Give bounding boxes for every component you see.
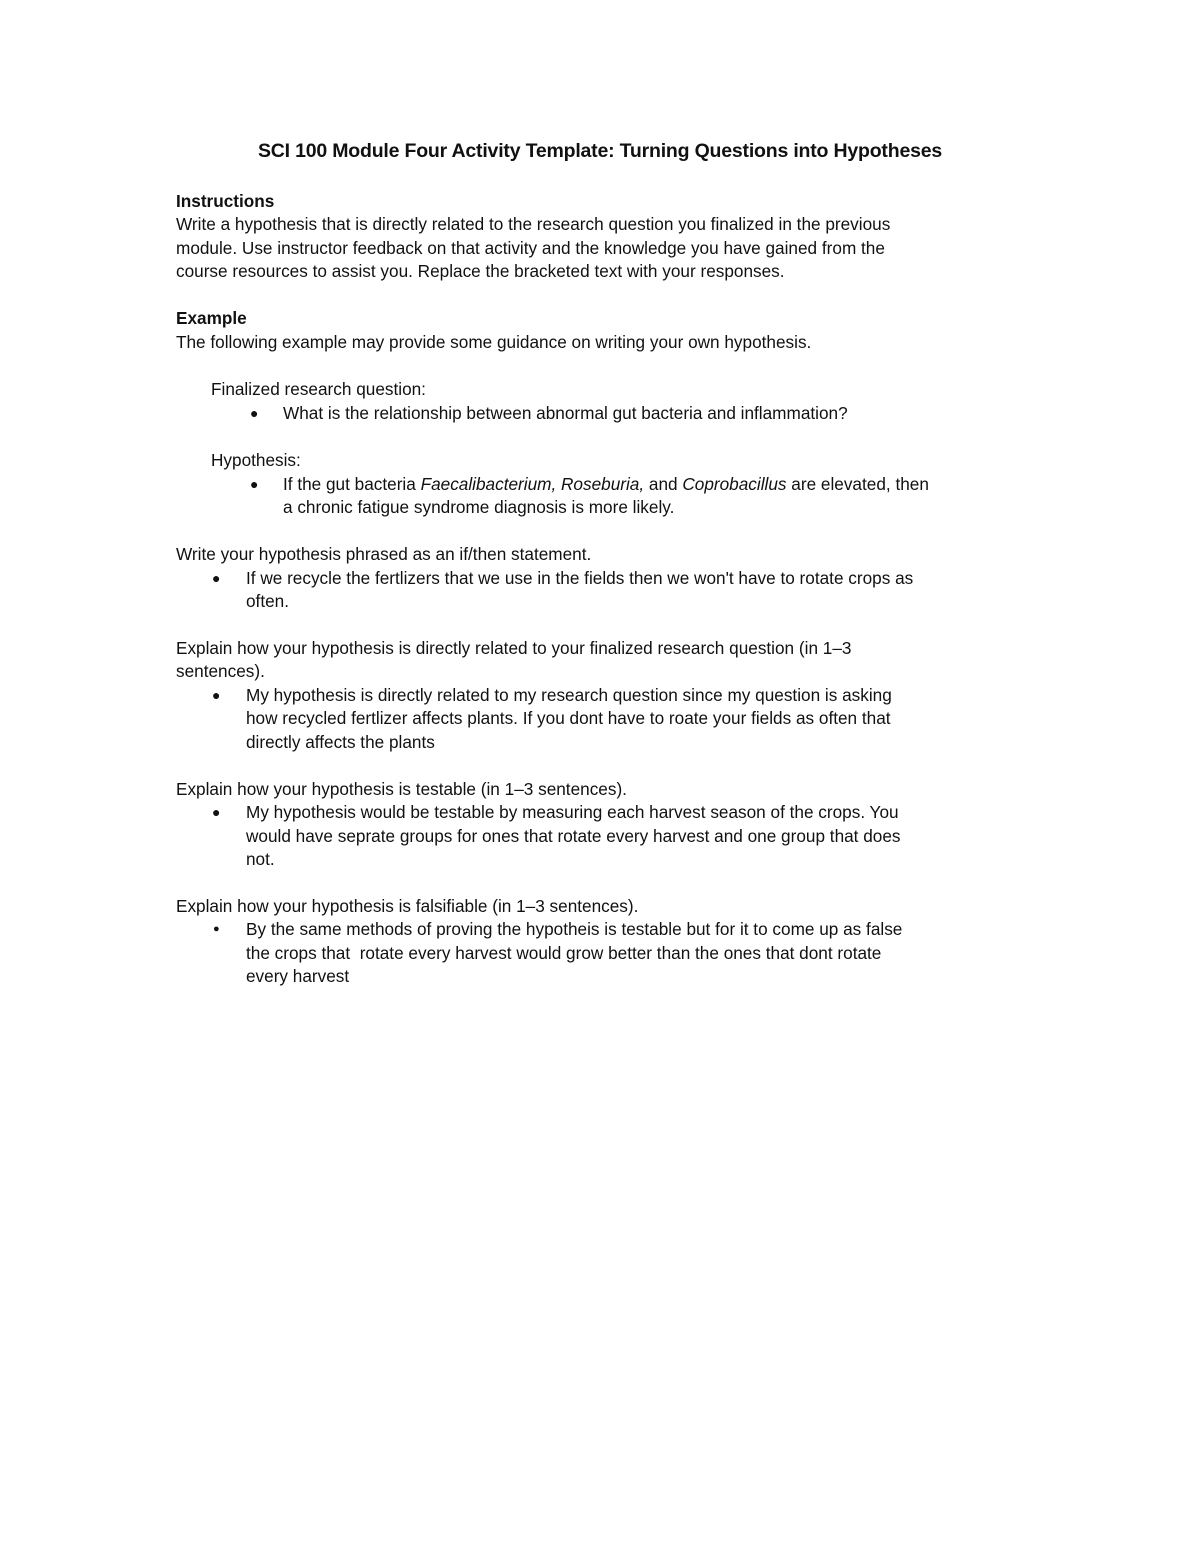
hypothesis-prefix: If the gut bacteria: [283, 474, 421, 494]
answer-related-line: how recycled fertlizer affects plants. If you dont have to roate your fields as often that: [246, 708, 891, 728]
document-title: SCI 100 Module Four Activity Template: Turning Questions into Hypotheses: [257, 140, 943, 162]
prompt-related: Explain how your hypothesis is directly related to your finalized research question (in 1–3: [176, 638, 852, 658]
answer-related-line: directly affects the plants: [246, 732, 435, 752]
bullet-icon: ●: [213, 923, 220, 935]
instructions-line: course resources to assist you. Replace the bracketed text with your responses.: [176, 261, 785, 281]
answer-ifthen-line: often.: [246, 591, 290, 611]
prompt-ifthen: Write your hypothesis phrased as an if/then statement.: [176, 544, 592, 564]
hypothesis-suffix: are elevated, then: [786, 474, 929, 494]
example-hypothesis-line2: a chronic fatigue syndrome diagnosis is more likely.: [283, 497, 675, 517]
bullet-icon: ●: [212, 570, 221, 586]
hypothesis-middle: and: [644, 474, 683, 494]
answer-ifthen-line: If we recycle the fertlizers that we use in the fields then we won't have to rotate crops as: [246, 568, 914, 588]
answer-falsifiable-line: the crops that rotate every harvest would grow better than the ones that dont rotate: [246, 943, 882, 963]
example-intro: The following example may provide some guidance on writing your own hypothesis.: [176, 332, 812, 352]
example-heading: Example: [176, 308, 247, 328]
answer-testable-line: not.: [246, 849, 275, 869]
example-hypothesis-line: [283, 473, 929, 497]
answer-falsifiable-line: By the same methods of proving the hypotheis is testable but for it to come up as false: [246, 919, 903, 939]
bullet-icon: ●: [250, 405, 259, 421]
answer-testable-line: would have seprate groups for ones that rotate every harvest and one group that does: [246, 826, 901, 846]
answer-related-line: My hypothesis is directly related to my research question since my question is asking: [246, 685, 892, 705]
bullet-icon: ●: [212, 804, 221, 820]
example-hypothesis-label: Hypothesis:: [211, 450, 301, 470]
instructions-line: module. Use instructor feedback on that activity and the knowledge you have gained from the: [176, 238, 885, 258]
prompt-related: sentences).: [176, 661, 265, 681]
prompt-falsifiable: Explain how your hypothesis is falsifiable (in 1–3 sentences).: [176, 896, 639, 916]
bullet-icon: ●: [212, 687, 221, 703]
prompt-testable: Explain how your hypothesis is testable (in 1–3 sentences).: [176, 779, 627, 799]
bacteria-names: Faecalibacterium, Roseburia,: [420, 474, 645, 494]
bullet-icon: ●: [250, 476, 259, 492]
answer-testable-line: My hypothesis would be testable by measuring each harvest season of the crops. You: [246, 802, 899, 822]
instructions-line: Write a hypothesis that is directly related to the research question you finalized in the previous: [176, 214, 891, 234]
example-question-label: Finalized research question:: [211, 379, 426, 399]
answer-falsifiable-line: every harvest: [246, 966, 350, 986]
bacteria-name: Coprobacillus: [682, 474, 787, 494]
instructions-heading: Instructions: [176, 191, 275, 211]
example-question-text: What is the relationship between abnormal gut bacteria and inflammation?: [283, 403, 848, 423]
